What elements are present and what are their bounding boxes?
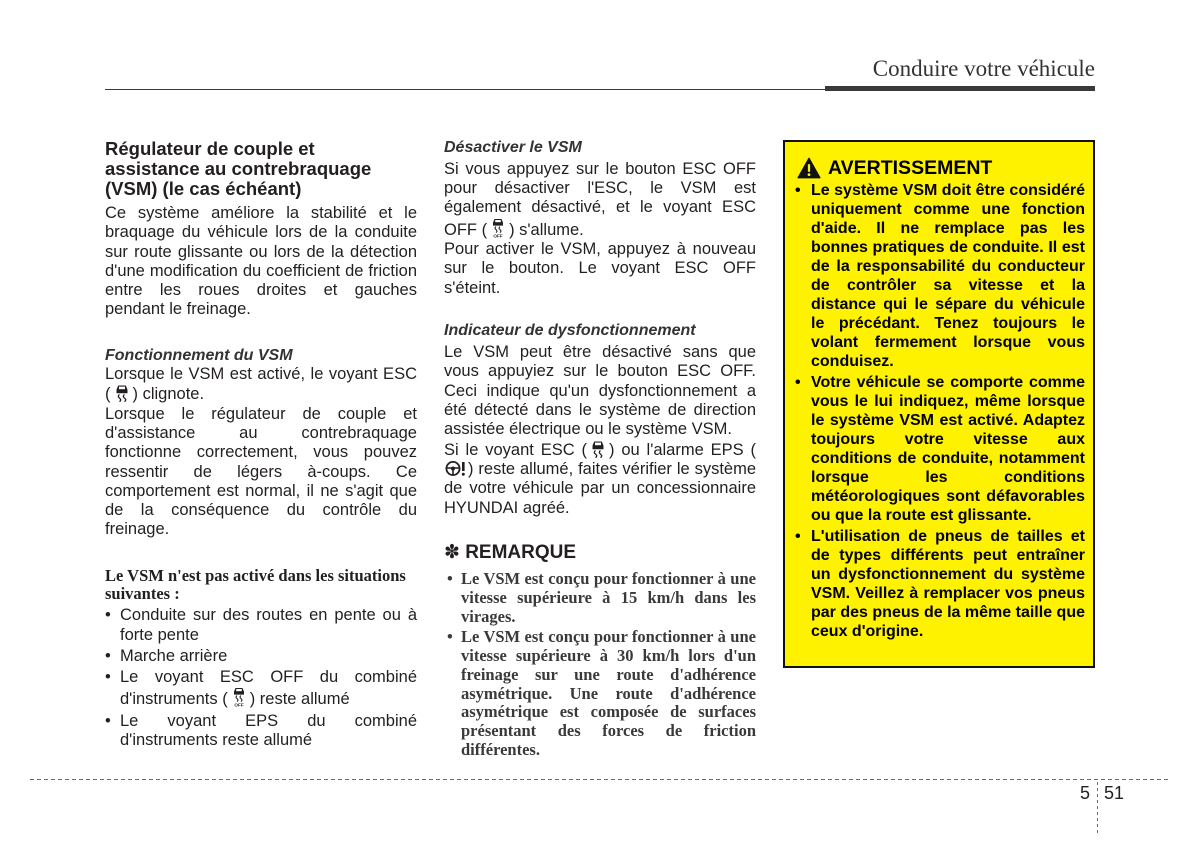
footer-vertical-divider	[1096, 782, 1099, 836]
list-item: • Marche arrière	[105, 647, 417, 666]
list-item: • Le voyant EPS du combiné d'instruments reste allumé	[105, 712, 417, 751]
list-item: • Conduite sur des routes en pente ou à forte pente	[105, 606, 417, 645]
remark-title: ✽ REMARQUE	[444, 541, 577, 563]
esc-indicator-icon	[591, 440, 605, 458]
car-windshield	[495, 220, 501, 222]
malfunction-text-c: ) reste allumé, faites vérifier le système de votre véhicule par un concessionnaire HYUNDAI agréé.	[444, 459, 756, 517]
remark-list	[444, 570, 756, 759]
car-body	[493, 219, 503, 226]
page-title: Conduire votre véhicule	[872, 56, 1095, 81]
subheading-malfunction: Indicateur de dysfonctionnement	[444, 321, 696, 339]
skid-marks	[236, 696, 242, 702]
warning-list	[811, 181, 1085, 641]
middle-column	[444, 138, 756, 762]
exclamation-dot	[462, 473, 465, 476]
list-item: • Le système VSM doit être considéré uniquement comme une fonction d'aide. Il ne remplace pas les bonnes pratiques de conduite. Il est de la responsabilité du conducteur de contrôler sa vitesse et la distance qui le sépare du véhicule le précédant. Tenez toujours le volant fermement lorsque vous conduisez.	[811, 181, 1085, 371]
car-windshield	[236, 689, 242, 691]
car-windshield	[119, 387, 125, 390]
deactivate-text-after: ) s'allume.	[509, 220, 584, 239]
list-item: • L'utilisation de pneus de tailles et de types différents peut entraîner un dysfonctionnement du système VSM. Veillez à remplacer vos pneus par des pneus de la même taille que ceux d'origine.	[811, 527, 1085, 641]
left-column	[105, 139, 417, 752]
malfunction-paragraph-2	[444, 440, 756, 518]
exclamation-dot	[808, 173, 811, 176]
list-item-text-after: ) reste allumé	[249, 690, 350, 709]
deactivate-paragraph-1	[444, 160, 756, 240]
intro-paragraph: Ce système améliore la stabilité et le braquage du véhicule lors de la conduite sur route glissante ou lors de la détection d'une modification du coefficient de friction entre les roues droites et gauches pendant le freinage.	[105, 204, 417, 319]
esc-off-indicator-icon	[232, 687, 246, 707]
exclamation-bar	[462, 462, 465, 471]
operation-paragraph-2: Lorsque le régulateur de couple et d'assistance au contrebraquage fonctionne correctement, vous pouvez ressentir de légers à-coups. Ce comportement est normal, il ne s'agit que de la conséquence du contrôle du freinage.	[105, 404, 417, 539]
subheading-deactivate: Désactiver le VSM	[444, 138, 582, 156]
car-windshield	[595, 442, 601, 445]
esc-indicator-icon	[115, 384, 129, 402]
chapter-number: 5	[1080, 783, 1091, 803]
malfunction-paragraph-1: Le VSM peut être désactivé sans que vous appuyiez sur le bouton ESC OFF. Ceci indique qu'un dysfonctionnement a été détecté dans le système de direction assistée électrique ou le système VSM.	[444, 343, 756, 439]
list-item: • Le VSM est conçu pour fonctionner à une vitesse supérieure à 15 km/h dans les virages.	[444, 570, 756, 626]
section-heading: Régulateur de couple et assistance au contrebraquage (VSM) (le cas échéant)	[105, 138, 372, 199]
warning-title: AVERTISSEMENT	[828, 157, 993, 179]
off-label: OFF	[493, 233, 503, 238]
operation-text-before: Lorsque le VSM est activé, le voyant ESC (	[105, 365, 417, 404]
malfunction-text-a: Si le voyant ESC (	[444, 440, 587, 459]
skid-marks	[495, 226, 501, 232]
list-item	[105, 668, 417, 710]
footer-divider	[30, 778, 1170, 781]
operation-paragraph-1	[105, 365, 417, 405]
steering-wheel-hub	[451, 466, 455, 470]
skid-marks	[594, 450, 601, 457]
list-item-text-before: Le voyant ESC OFF du combiné d'instruments (	[120, 668, 417, 709]
malfunction-text-b: ) ou l'alarme EPS (	[608, 440, 756, 459]
deactivate-paragraph-2: Pour activer le VSM, appuyez à nouveau sur le bouton. Le voyant ESC OFF s'éteint.	[444, 239, 756, 297]
subheading-operation: Fonctionnement du VSM	[105, 346, 293, 364]
operation-text-after: ) clignote.	[132, 385, 205, 404]
page-number: 51	[1104, 783, 1125, 803]
header-rule-accent	[825, 86, 1095, 91]
esc-off-indicator-icon	[491, 218, 505, 238]
not-active-list	[105, 606, 417, 750]
warning-box	[783, 140, 1095, 668]
off-label: OFF	[234, 702, 244, 708]
list-item: • Le VSM est conçu pour fonctionner à une vitesse supérieure à 30 km/h lors d'un freinage sur une route d'adhérence asymétrique. Une route d'adhérence asymétrique est composée de surfaces présentant des forces de friction différentes.	[444, 628, 756, 760]
exclamation-bar	[808, 164, 810, 172]
deactivate-text-before: Si vous appuyez sur le bouton ESC OFF pour désactiver l'ESC, le VSM est également désactivé, et le voyant ESC OFF (	[444, 159, 756, 239]
warning-triangle-icon	[797, 157, 821, 179]
skid-marks	[118, 395, 125, 402]
warning-header	[797, 157, 1085, 179]
eps-warning-icon	[445, 460, 467, 477]
list-item: • Votre véhicule se comporte comme vous le lui indiquez, même lorsque le système VSM est activé. Adaptez toujours votre vitesse aux conditions de conduite, notamment lorsque les conditions météorologiques sont défavorables ou que la route est glissante.	[811, 373, 1085, 525]
car-body	[234, 688, 244, 695]
not-active-title: Le VSM n'est pas activé dans les situations suivantes :	[105, 565, 406, 603]
